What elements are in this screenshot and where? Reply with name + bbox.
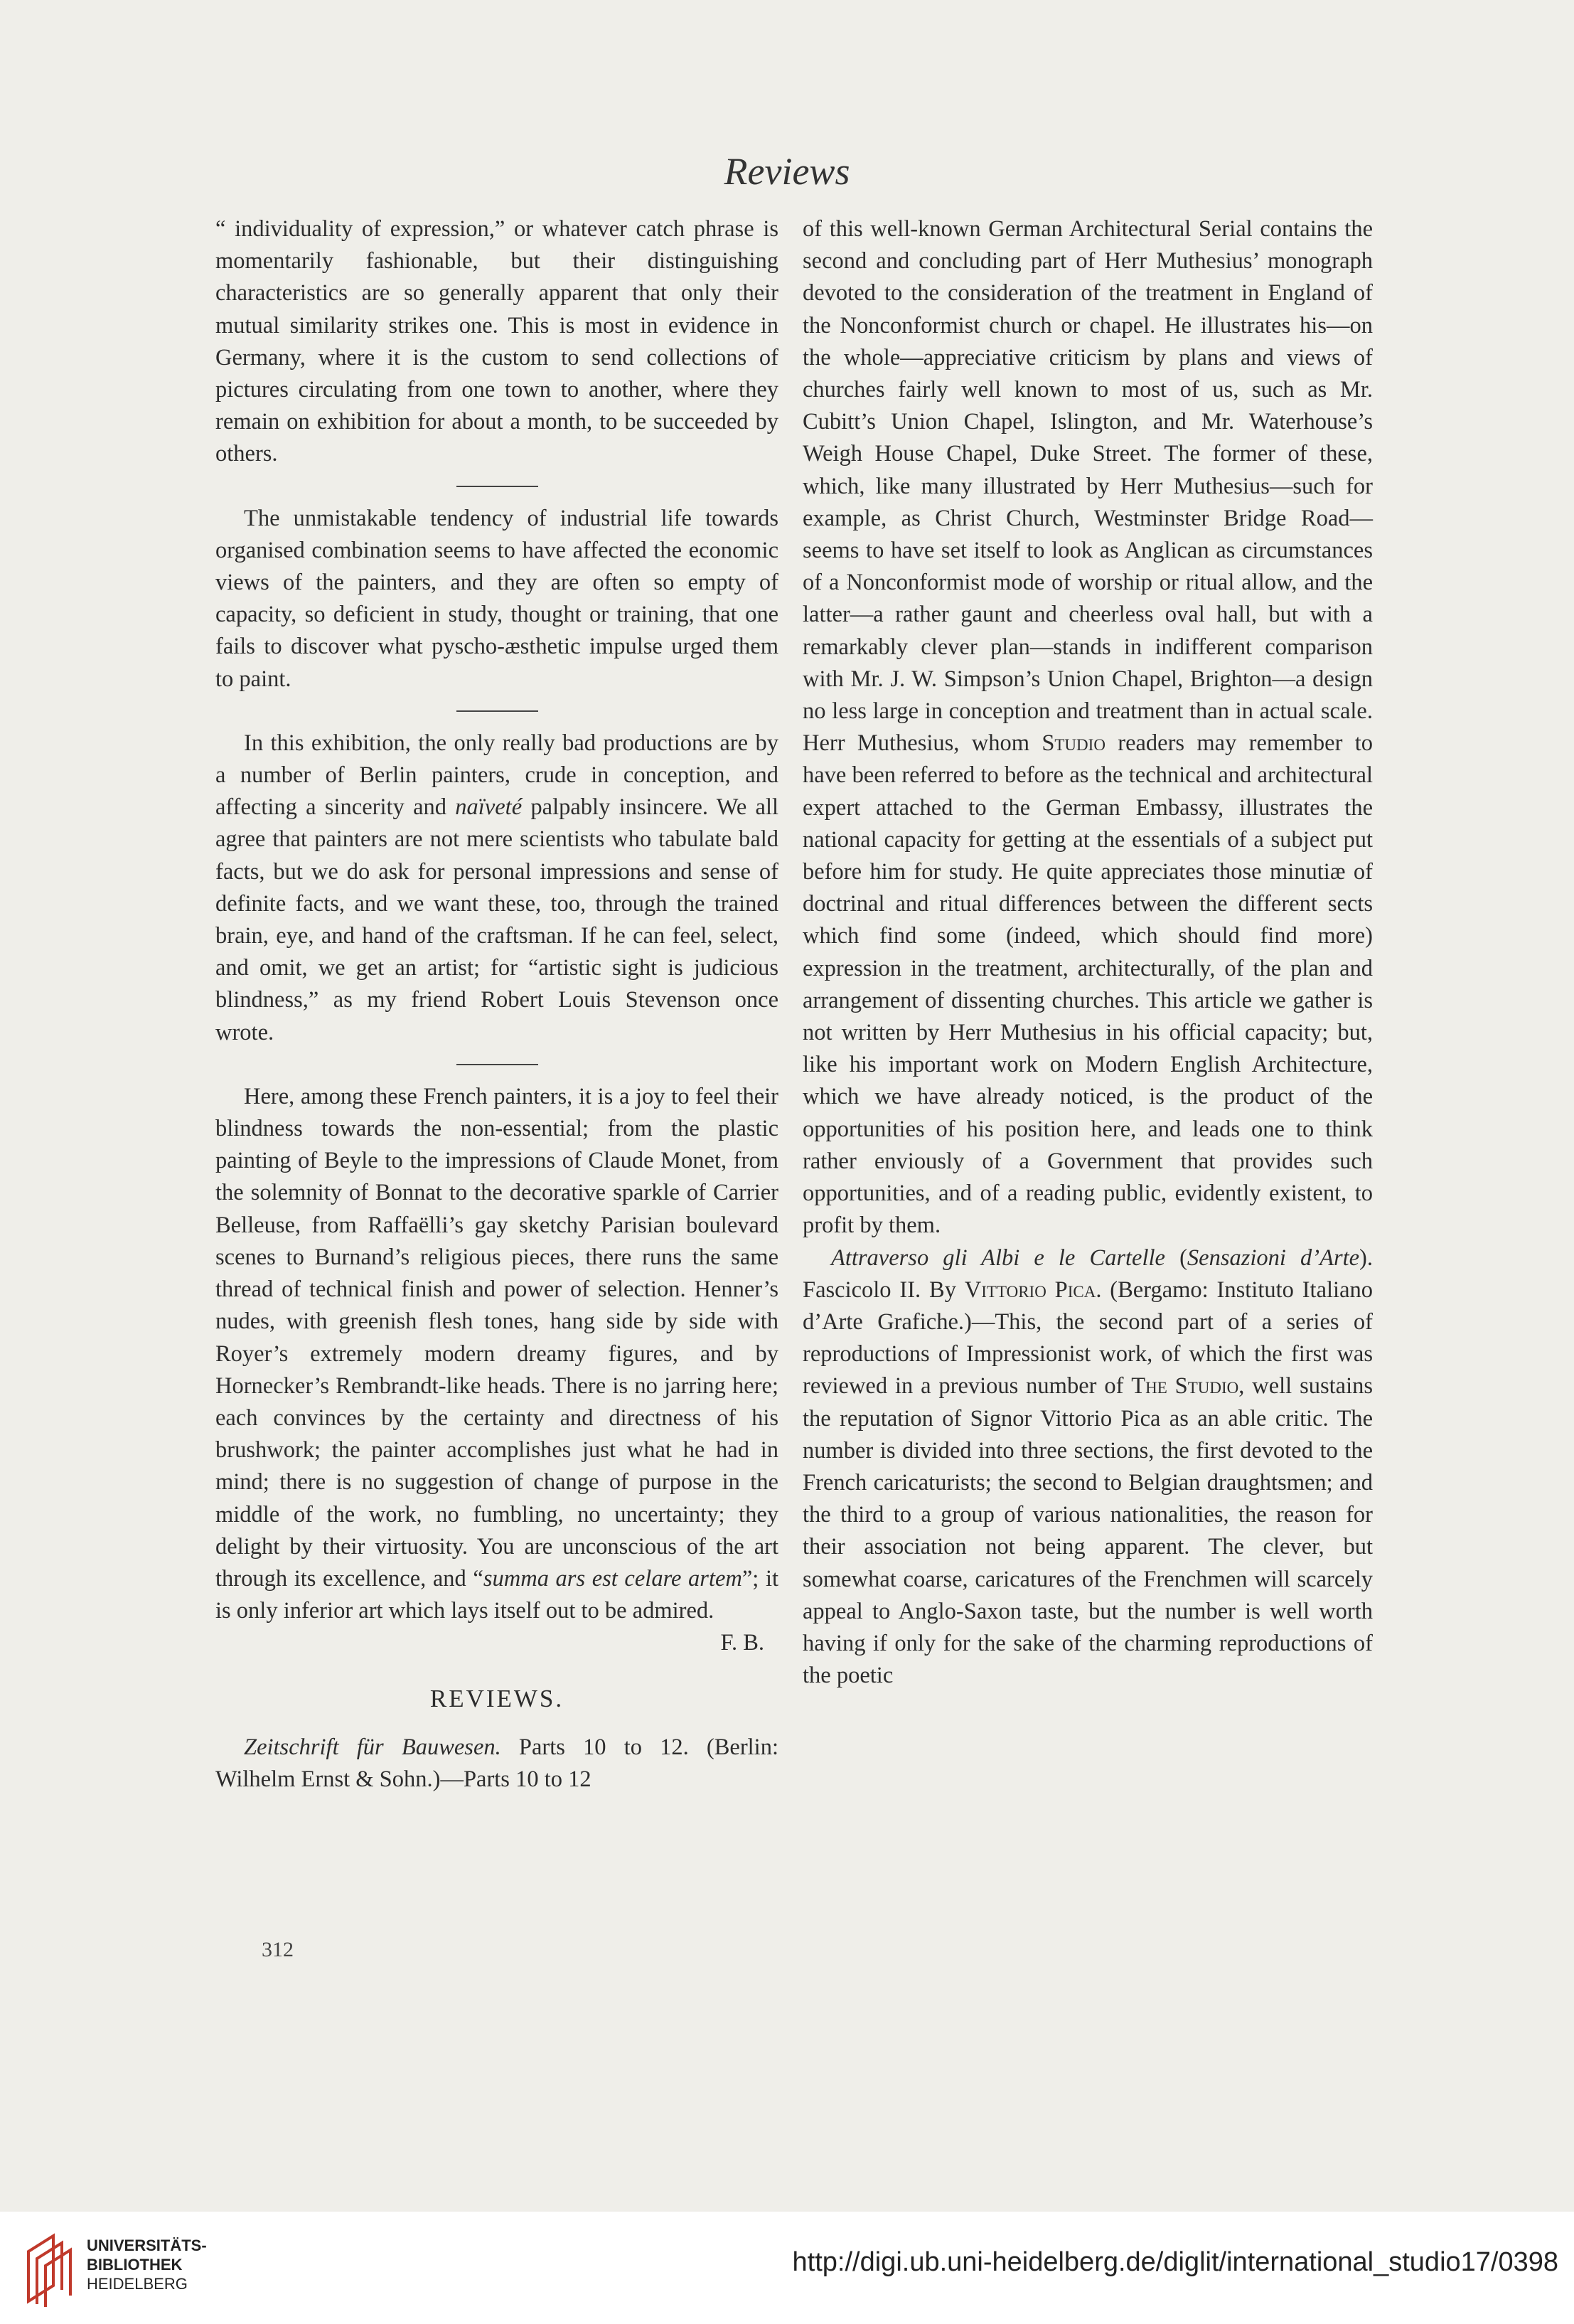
running-head: Reviews bbox=[724, 150, 850, 193]
author-signature: F. B. bbox=[720, 1630, 764, 1656]
right-column bbox=[803, 213, 1373, 1692]
library-name: UNIVERSITÄTS- BIBLIOTHEK HEIDELBERG bbox=[87, 2237, 207, 2293]
library-footer bbox=[0, 2212, 1574, 2324]
section-divider bbox=[456, 1064, 538, 1065]
review-bauwesen-start: Zeitschrift für Bauwesen. Parts 10 to 12. (Berlin: Wilhelm Ernst & Sohn.)—Parts 10 to 12 bbox=[215, 1734, 778, 1792]
review-attraverso: Attraverso gli Albi e le Cartelle (Sensazioni d’Arte). Fascicolo II. By Vittorio Pica. (Bergamo: Instituto Italiano d’Arte Grafiche.)—This, the second part of a series of reproductions of Impressionist work, of which the first was reviewed in a previous number of The Studio, well sustains the reputation of Signor Vittorio Pica as an able critic. The number is divided into three sections, the first devoted to the French caricaturists; the second to Belgian draughtsmen; and the third to a group of various nationalities, the reason for their association not being apparent. The clever, but somewhat coarse, caricatures of the Frenchmen will scarcely appeal to Anglo-Saxon taste, but the number is well worth having if only for the sake of the charming reproductions of the poetic bbox=[803, 1244, 1374, 1689]
left-column bbox=[215, 213, 778, 1796]
paragraph-industrial-life: The unmistakable tendency of industrial life towards organised combination seems to have affected the economic views of the painters, and they are often so empty of capacity, so deficient in study, thought or training, that one fails to discover what pyscho-æsthetic impulse urged them to paint. bbox=[215, 505, 778, 692]
reviews-heading: REVIEWS. bbox=[429, 1684, 564, 1712]
paragraph-individuality: “ individuality of expression,” or whatever catch phrase is momentarily fashionable, but their distinguishing characteristics are so generally apparent that only their mutual similarity strikes one. This is most in evidence in Germany, where it is the custom to send collections of pictures circulating from one town to another, where they remain on exhibition for about a month, to be succeeded by others. bbox=[215, 216, 778, 467]
paragraph-muthesius: of this well-known German Architectural Serial contains the second and concluding part of Herr Muthesius’ monograph devoted to the consideration of the treatment in England of the Nonconformist church or chapel. He illustrates his—on the whole—appreciative criticism by plans and views of churches fairly well known to most of us, such as Mr. Cubitt’s Union Chapel, Islington, and Mr. Waterhouse’s Weigh House Chapel, Duke Street. The former of these, which, like many illustrated by Herr Muthesius—such for example, as Christ Church, Westminster Bridge Road—seems to have set itself to look as Anglican as circumstances of a Nonconformist mode of worship or ritual allow, and the latter—a rather gaunt and cheerless oval hall, but with a remarkably clever plan—stands in indifferent comparison with Mr. J. W. Simpson’s Union Chapel, Brighton—a design no less large in conception and treatment than in actual scale. Herr Muthesius, whom Studio readers may remember to have been referred to before as the technical and architectural expert attached to the German Embassy, illustrates the national capacity for getting at the essentials of a subject put before him for study. He quite appreciates those minutiæ of doctrinal and ritual differences between the different sects which find some (indeed, which should find more) expression in the treatment, architecturally, of the plan and arrangement of dissenting churches. This article we gather is not written by Herr Muthesius in his official capacity; but, like his important work on Modern English Architecture, which we have already noticed, is the product of the opportunities of his position here, and leads one to think rather enviously of a Government that provides such opportunities, and of a reading public, evidently existent, to profit by them. bbox=[803, 216, 1373, 1239]
paragraph-french-painters: Here, among these French painters, it is a joy to feel their blindness towards the non-essential; from the plastic painting of Beyle to the impressions of Claude Monet, from the solemnity of Bonnat to the decorative sparkle of Carrier Belleuse, from Raffaëlli’s gay sketchy Parisian boulevard scenes to Burnand’s religious pieces, there runs the same thread of technical finish and power of selection. Henner’s nudes, with greenish flesh tones, hang side by side with Royer’s extremely modern dreamy figures, and by Hornecker’s Rembrandt-like heads. There is no jarring here; each convinces by the certainty and directness of his brushwork; the painter accomplishes just what he had in mind; there is no suggestion of change of purpose in the middle of the work, no fumbling, no uncertainty; they delight by their virtuosity. You are unconscious of the art through its excellence, and “summa ars est celare artem”; it is only inferior art which lays itself out to be admired. bbox=[215, 1083, 779, 1624]
section-divider bbox=[456, 486, 538, 487]
source-url[interactable]: http://digi.ub.uni-heidelberg.de/diglit/international_studio17/0398 bbox=[792, 2247, 1558, 2277]
page-number: 312 bbox=[262, 1938, 294, 1961]
library-logo-icon bbox=[14, 2230, 78, 2308]
paragraph-berlin-painters: In this exhibition, the only really bad productions are by a number of Berlin painters, crude in conception, and affecting a sincerity and naïveté palpably insincere. We all agree that painters are not mere scientists who tabulate bald facts, but we do ask for personal impressions and sense of definite facts, and we want these, too, through the trained brain, eye, and hand of the craftsman. If he can feel, select, and omit, we get an artist; for “artistic sight is judicious blindness,” as my friend Robert Louis Stevenson once wrote. bbox=[215, 730, 779, 1045]
section-divider bbox=[456, 710, 538, 712]
